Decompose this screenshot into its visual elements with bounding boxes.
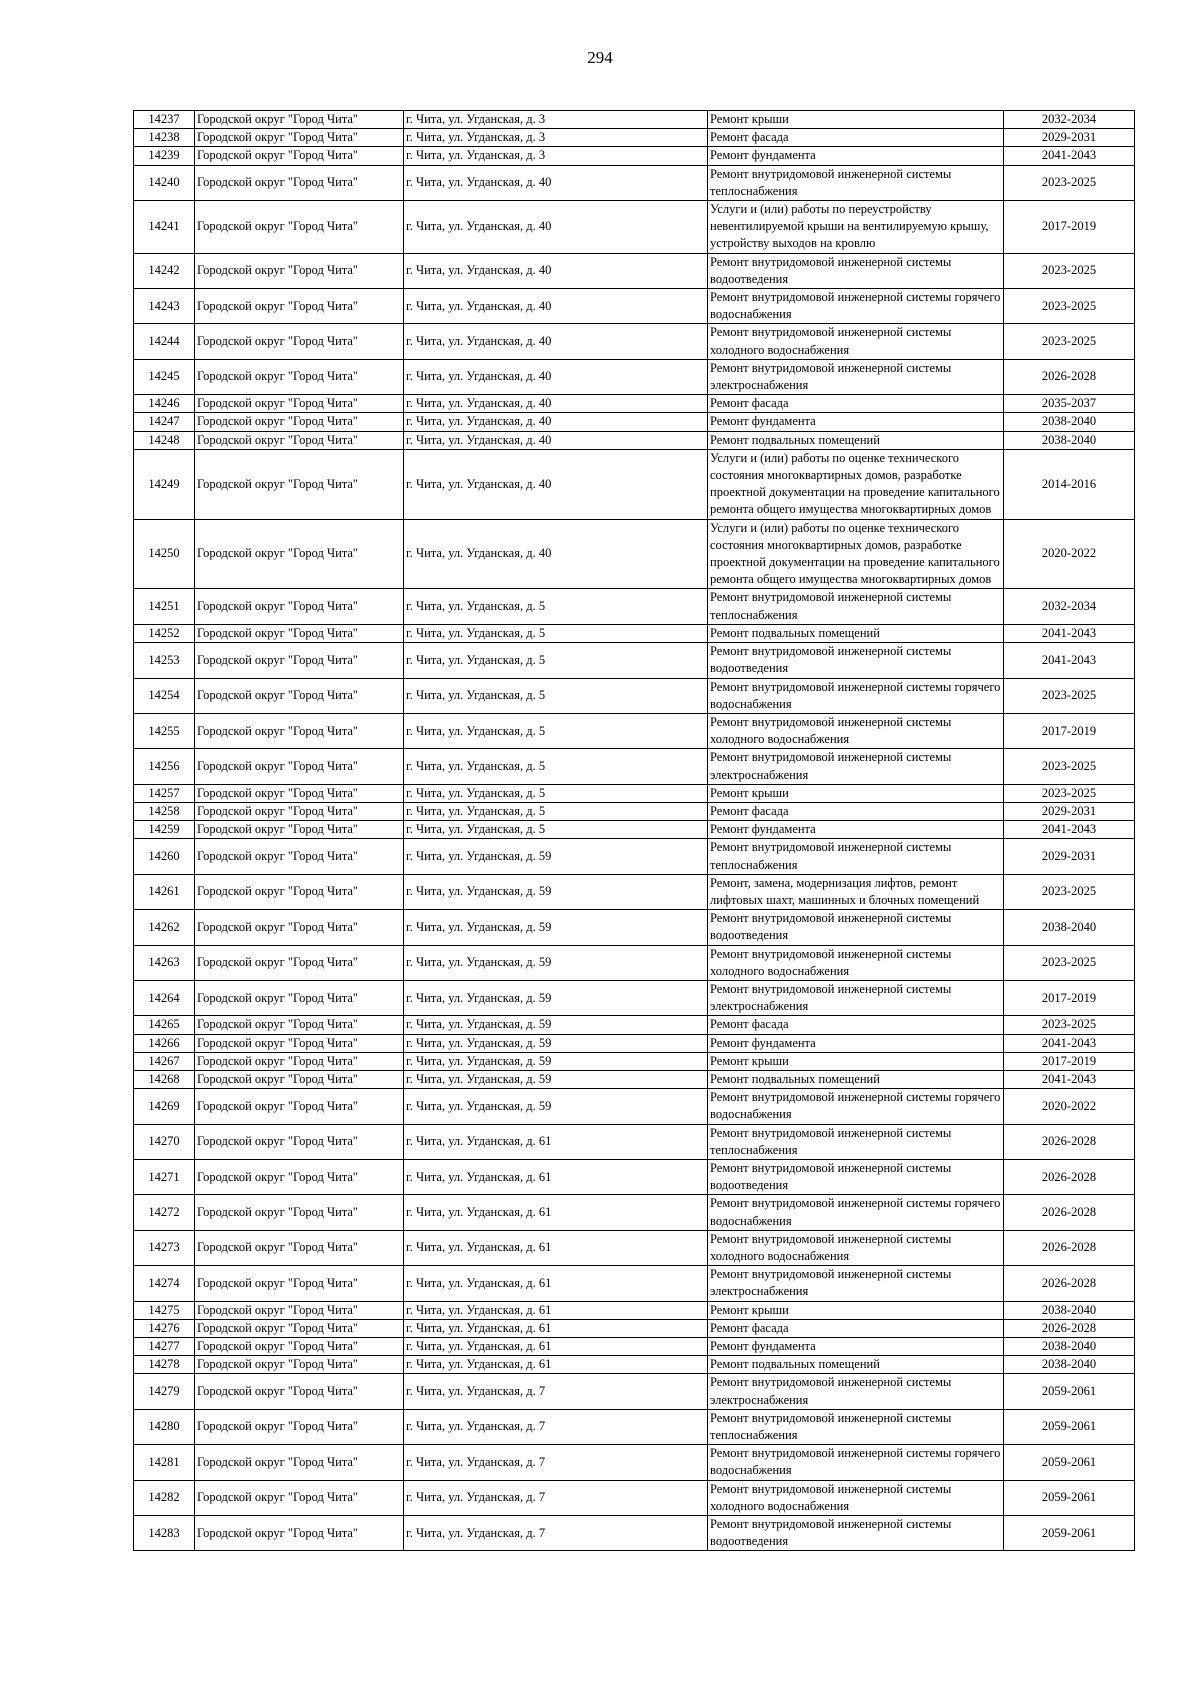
address-cell: г. Чита, ул. Угданская, д. 40 [404,519,708,589]
table-row [134,624,1135,642]
address-cell: г. Чита, ул. Угданская, д. 5 [404,643,708,678]
row-number: 14241 [134,201,195,254]
table-row [134,1034,1135,1052]
row-number: 14257 [134,784,195,802]
municipality-cell: Городской округ "Город Чита" [195,1374,404,1409]
row-number: 14260 [134,839,195,874]
table-row [134,449,1135,519]
table-row [134,1159,1135,1194]
row-number: 14268 [134,1070,195,1088]
municipality-cell: Городской округ "Город Чита" [195,413,404,431]
row-number: 14250 [134,519,195,589]
municipality-cell: Городской округ "Город Чита" [195,324,404,359]
period-cell: 2059-2061 [1004,1516,1135,1551]
table-row [134,749,1135,784]
period-cell: 2041-2043 [1004,643,1135,678]
work-type-cell: Услуги и (или) работы по оценке технического состояния многоквартирных домов, разработке проектной документации на проведение капитального ремонта общего имущества многоквартирных домов [708,519,1004,589]
municipality-cell: Городской округ "Город Чита" [195,784,404,802]
work-type-cell: Ремонт внутридомовой инженерной системы водоотведения [708,643,1004,678]
period-cell: 2038-2040 [1004,1338,1135,1356]
address-cell: г. Чита, ул. Угданская, д. 59 [404,1070,708,1088]
address-cell: г. Чита, ул. Угданская, д. 59 [404,945,708,980]
period-cell: 2023-2025 [1004,324,1135,359]
row-number: 14258 [134,802,195,820]
period-cell: 2017-2019 [1004,201,1135,254]
address-cell: г. Чита, ул. Угданская, д. 61 [404,1356,708,1374]
period-cell: 2038-2040 [1004,1356,1135,1374]
table-row [134,821,1135,839]
work-type-cell: Ремонт фасада [708,129,1004,147]
municipality-cell: Городской округ "Город Чита" [195,1070,404,1088]
address-cell: г. Чита, ул. Угданская, д. 59 [404,1016,708,1034]
work-type-cell: Ремонт фасада [708,1319,1004,1337]
period-cell: 2026-2028 [1004,1195,1135,1230]
work-type-cell: Ремонт фундамента [708,1034,1004,1052]
row-number: 14266 [134,1034,195,1052]
address-cell: г. Чита, ул. Угданская, д. 40 [404,289,708,324]
period-cell: 2041-2043 [1004,624,1135,642]
address-cell: г. Чита, ул. Угданская, д. 5 [404,624,708,642]
address-cell: г. Чита, ул. Угданская, д. 59 [404,1034,708,1052]
municipality-cell: Городской округ "Город Чита" [195,980,404,1015]
table-row [134,1480,1135,1515]
work-type-cell: Ремонт внутридомовой инженерной системы теплоснабжения [708,1124,1004,1159]
period-cell: 2029-2031 [1004,802,1135,820]
row-number: 14247 [134,413,195,431]
period-cell: 2026-2028 [1004,1230,1135,1265]
address-cell: г. Чита, ул. Угданская, д. 40 [404,324,708,359]
municipality-cell: Городской округ "Город Чита" [195,519,404,589]
address-cell: г. Чита, ул. Угданская, д. 5 [404,713,708,748]
address-cell: г. Чита, ул. Угданская, д. 5 [404,784,708,802]
municipality-cell: Городской округ "Город Чита" [195,910,404,945]
table-row [134,839,1135,874]
municipality-cell: Городской округ "Город Чита" [195,147,404,165]
row-number: 14254 [134,678,195,713]
work-type-cell: Ремонт фундамента [708,1338,1004,1356]
address-cell: г. Чита, ул. Угданская, д. 3 [404,129,708,147]
address-cell: г. Чита, ул. Угданская, д. 7 [404,1374,708,1409]
table-row [134,945,1135,980]
municipality-cell: Городской округ "Город Чита" [195,201,404,254]
work-type-cell: Ремонт подвальных помещений [708,431,1004,449]
period-cell: 2023-2025 [1004,253,1135,288]
work-type-cell: Ремонт внутридомовой инженерной системы горячего водоснабжения [708,1445,1004,1480]
period-cell: 2032-2034 [1004,111,1135,129]
work-type-cell: Ремонт внутридомовой инженерной системы холодного водоснабжения [708,324,1004,359]
period-cell: 2029-2031 [1004,129,1135,147]
row-number: 14277 [134,1338,195,1356]
address-cell: г. Чита, ул. Угданская, д. 3 [404,111,708,129]
row-number: 14252 [134,624,195,642]
address-cell: г. Чита, ул. Угданская, д. 40 [404,413,708,431]
work-type-cell: Ремонт фундамента [708,821,1004,839]
period-cell: 2023-2025 [1004,749,1135,784]
table-row [134,359,1135,394]
address-cell: г. Чита, ул. Угданская, д. 59 [404,839,708,874]
municipality-cell: Городской округ "Город Чита" [195,839,404,874]
municipality-cell: Городской округ "Город Чита" [195,359,404,394]
municipality-cell: Городской округ "Город Чита" [195,449,404,519]
table-body [134,111,1135,1551]
table-row [134,1016,1135,1034]
row-number: 14261 [134,874,195,909]
table-row [134,1266,1135,1301]
table-row [134,129,1135,147]
work-type-cell: Ремонт внутридомовой инженерной системы холодного водоснабжения [708,945,1004,980]
row-number: 14255 [134,713,195,748]
table-row [134,1301,1135,1319]
work-type-cell: Ремонт внутридомовой инженерной системы теплоснабжения [708,1409,1004,1444]
period-cell: 2023-2025 [1004,945,1135,980]
table-row [134,289,1135,324]
address-cell: г. Чита, ул. Угданская, д. 40 [404,395,708,413]
period-cell: 2032-2034 [1004,589,1135,624]
address-cell: г. Чита, ул. Угданская, д. 61 [404,1159,708,1194]
table-row [134,802,1135,820]
table-row [134,1319,1135,1337]
period-cell: 2035-2037 [1004,395,1135,413]
period-cell: 2026-2028 [1004,1124,1135,1159]
municipality-cell: Городской округ "Город Чита" [195,678,404,713]
address-cell: г. Чита, ул. Угданская, д. 59 [404,980,708,1015]
municipality-cell: Городской округ "Город Чита" [195,431,404,449]
period-cell: 2038-2040 [1004,910,1135,945]
row-number: 14238 [134,129,195,147]
work-type-cell: Ремонт внутридомовой инженерной системы электроснабжения [708,1266,1004,1301]
row-number: 14273 [134,1230,195,1265]
municipality-cell: Городской округ "Город Чита" [195,1301,404,1319]
work-type-cell: Ремонт внутридомовой инженерной системы водоотведения [708,910,1004,945]
row-number: 14276 [134,1319,195,1337]
municipality-cell: Городской округ "Город Чита" [195,1319,404,1337]
period-cell: 2020-2022 [1004,1089,1135,1124]
period-cell: 2026-2028 [1004,1159,1135,1194]
municipality-cell: Городской округ "Город Чита" [195,821,404,839]
row-number: 14281 [134,1445,195,1480]
table-row [134,165,1135,200]
row-number: 14239 [134,147,195,165]
period-cell: 2017-2019 [1004,713,1135,748]
municipality-cell: Городской округ "Город Чита" [195,1159,404,1194]
period-cell: 2023-2025 [1004,1016,1135,1034]
row-number: 14243 [134,289,195,324]
municipality-cell: Городской округ "Город Чита" [195,1409,404,1444]
address-cell: г. Чита, ул. Угданская, д. 5 [404,589,708,624]
address-cell: г. Чита, ул. Угданская, д. 61 [404,1230,708,1265]
period-cell: 2023-2025 [1004,165,1135,200]
table-row [134,784,1135,802]
period-cell: 2017-2019 [1004,980,1135,1015]
municipality-cell: Городской округ "Город Чита" [195,624,404,642]
row-number: 14256 [134,749,195,784]
period-cell: 2059-2061 [1004,1445,1135,1480]
period-cell: 2059-2061 [1004,1409,1135,1444]
municipality-cell: Городской округ "Город Чита" [195,1230,404,1265]
row-number: 14237 [134,111,195,129]
row-number: 14274 [134,1266,195,1301]
repair-schedule-table [133,110,1135,1551]
municipality-cell: Городской округ "Город Чита" [195,111,404,129]
address-cell: г. Чита, ул. Угданская, д. 7 [404,1516,708,1551]
work-type-cell: Ремонт внутридомовой инженерной системы холодного водоснабжения [708,1480,1004,1515]
address-cell: г. Чита, ул. Угданская, д. 5 [404,678,708,713]
work-type-cell: Ремонт фасада [708,802,1004,820]
address-cell: г. Чита, ул. Угданская, д. 61 [404,1124,708,1159]
municipality-cell: Городской округ "Город Чита" [195,253,404,288]
row-number: 14272 [134,1195,195,1230]
municipality-cell: Городской округ "Город Чита" [195,1356,404,1374]
municipality-cell: Городской округ "Город Чита" [195,1089,404,1124]
address-cell: г. Чита, ул. Угданская, д. 61 [404,1338,708,1356]
work-type-cell: Ремонт крыши [708,111,1004,129]
table-row [134,431,1135,449]
period-cell: 2029-2031 [1004,839,1135,874]
period-cell: 2041-2043 [1004,147,1135,165]
municipality-cell: Городской округ "Город Чита" [195,165,404,200]
municipality-cell: Городской округ "Город Чита" [195,289,404,324]
address-cell: г. Чита, ул. Угданская, д. 5 [404,802,708,820]
row-number: 14278 [134,1356,195,1374]
table-row [134,874,1135,909]
municipality-cell: Городской округ "Город Чита" [195,874,404,909]
work-type-cell: Ремонт внутридомовой инженерной системы водоотведения [708,253,1004,288]
period-cell: 2023-2025 [1004,678,1135,713]
municipality-cell: Городской округ "Город Чита" [195,1445,404,1480]
municipality-cell: Городской округ "Город Чита" [195,395,404,413]
work-type-cell: Ремонт внутридомовой инженерной системы электроснабжения [708,1374,1004,1409]
row-number: 14264 [134,980,195,1015]
table-row [134,1124,1135,1159]
row-number: 14263 [134,945,195,980]
address-cell: г. Чита, ул. Угданская, д. 40 [404,359,708,394]
municipality-cell: Городской округ "Город Чита" [195,1052,404,1070]
work-type-cell: Ремонт фасада [708,1016,1004,1034]
period-cell: 2059-2061 [1004,1374,1135,1409]
row-number: 14246 [134,395,195,413]
work-type-cell: Услуги и (или) работы по оценке технического состояния многоквартирных домов, разработке проектной документации на проведение капитального ремонта общего имущества многоквартирных домов [708,449,1004,519]
address-cell: г. Чита, ул. Угданская, д. 7 [404,1409,708,1444]
period-cell: 2026-2028 [1004,1319,1135,1337]
address-cell: г. Чита, ул. Угданская, д. 40 [404,201,708,254]
table-row [134,1230,1135,1265]
work-type-cell: Ремонт внутридомовой инженерной системы холодного водоснабжения [708,1230,1004,1265]
row-number: 14270 [134,1124,195,1159]
address-cell: г. Чита, ул. Угданская, д. 61 [404,1195,708,1230]
work-type-cell: Ремонт внутридомовой инженерной системы теплоснабжения [708,165,1004,200]
address-cell: г. Чита, ул. Угданская, д. 61 [404,1319,708,1337]
period-cell: 2026-2028 [1004,359,1135,394]
row-number: 14248 [134,431,195,449]
row-number: 14283 [134,1516,195,1551]
row-number: 14280 [134,1409,195,1444]
row-number: 14249 [134,449,195,519]
period-cell: 2059-2061 [1004,1480,1135,1515]
table-row [134,1070,1135,1088]
table-row [134,1052,1135,1070]
row-number: 14282 [134,1480,195,1515]
address-cell: г. Чита, ул. Угданская, д. 40 [404,449,708,519]
period-cell: 2041-2043 [1004,1070,1135,1088]
table-row [134,1356,1135,1374]
address-cell: г. Чита, ул. Угданская, д. 7 [404,1445,708,1480]
work-type-cell: Ремонт подвальных помещений [708,624,1004,642]
work-type-cell: Ремонт фундамента [708,147,1004,165]
table-row [134,201,1135,254]
table-row [134,324,1135,359]
work-type-cell: Ремонт внутридомовой инженерной системы водоотведения [708,1159,1004,1194]
row-number: 14244 [134,324,195,359]
work-type-cell: Ремонт крыши [708,784,1004,802]
address-cell: г. Чита, ул. Угданская, д. 59 [404,910,708,945]
municipality-cell: Городской округ "Город Чита" [195,589,404,624]
municipality-cell: Городской округ "Город Чита" [195,1266,404,1301]
address-cell: г. Чита, ул. Угданская, д. 40 [404,165,708,200]
table-row [134,910,1135,945]
address-cell: г. Чита, ул. Угданская, д. 61 [404,1301,708,1319]
work-type-cell: Ремонт крыши [708,1301,1004,1319]
municipality-cell: Городской округ "Город Чита" [195,129,404,147]
row-number: 14245 [134,359,195,394]
table-row [134,643,1135,678]
work-type-cell: Услуги и (или) работы по переустройству невентилируемой крыши на вентилируемую крышу, устройству выходов на кровлю [708,201,1004,254]
table-row [134,713,1135,748]
work-type-cell: Ремонт внутридомовой инженерной системы теплоснабжения [708,839,1004,874]
table-row [134,1089,1135,1124]
work-type-cell: Ремонт внутридомовой инженерной системы водоотведения [708,1516,1004,1551]
work-type-cell: Ремонт внутридомовой инженерной системы электроснабжения [708,980,1004,1015]
work-type-cell: Ремонт, замена, модернизация лифтов, ремонт лифтовых шахт, машинных и блочных помещений [708,874,1004,909]
row-number: 14269 [134,1089,195,1124]
table-row [134,1409,1135,1444]
work-type-cell: Ремонт внутридомовой инженерной системы горячего водоснабжения [708,678,1004,713]
municipality-cell: Городской округ "Город Чита" [195,1124,404,1159]
period-cell: 2041-2043 [1004,821,1135,839]
address-cell: г. Чита, ул. Угданская, д. 5 [404,821,708,839]
table-row [134,678,1135,713]
row-number: 14279 [134,1374,195,1409]
work-type-cell: Ремонт крыши [708,1052,1004,1070]
municipality-cell: Городской округ "Город Чита" [195,1480,404,1515]
row-number: 14265 [134,1016,195,1034]
row-number: 14262 [134,910,195,945]
address-cell: г. Чита, ул. Угданская, д. 3 [404,147,708,165]
row-number: 14240 [134,165,195,200]
period-cell: 2038-2040 [1004,431,1135,449]
table-row [134,589,1135,624]
period-cell: 2017-2019 [1004,1052,1135,1070]
table-row [134,1516,1135,1551]
work-type-cell: Ремонт внутридомовой инженерной системы теплоснабжения [708,589,1004,624]
municipality-cell: Городской округ "Город Чита" [195,643,404,678]
period-cell: 2023-2025 [1004,874,1135,909]
table-row [134,147,1135,165]
table-row [134,413,1135,431]
period-cell: 2041-2043 [1004,1034,1135,1052]
municipality-cell: Городской округ "Город Чита" [195,1516,404,1551]
municipality-cell: Городской округ "Город Чита" [195,749,404,784]
table-row [134,111,1135,129]
municipality-cell: Городской округ "Город Чита" [195,713,404,748]
work-type-cell: Ремонт внутридомовой инженерной системы горячего водоснабжения [708,1195,1004,1230]
work-type-cell: Ремонт фасада [708,395,1004,413]
work-type-cell: Ремонт внутридомовой инженерной системы горячего водоснабжения [708,1089,1004,1124]
row-number: 14267 [134,1052,195,1070]
period-cell: 2023-2025 [1004,289,1135,324]
table-row [134,980,1135,1015]
table-row [134,1195,1135,1230]
period-cell: 2023-2025 [1004,784,1135,802]
address-cell: г. Чита, ул. Угданская, д. 59 [404,1089,708,1124]
address-cell: г. Чита, ул. Угданская, д. 40 [404,253,708,288]
row-number: 14253 [134,643,195,678]
municipality-cell: Городской округ "Город Чита" [195,802,404,820]
municipality-cell: Городской округ "Город Чита" [195,945,404,980]
work-type-cell: Ремонт внутридомовой инженерной системы холодного водоснабжения [708,713,1004,748]
table-row [134,1338,1135,1356]
period-cell: 2026-2028 [1004,1266,1135,1301]
address-cell: г. Чита, ул. Угданская, д. 7 [404,1480,708,1515]
work-type-cell: Ремонт фундамента [708,413,1004,431]
table-row [134,253,1135,288]
period-cell: 2020-2022 [1004,519,1135,589]
work-type-cell: Ремонт подвальных помещений [708,1356,1004,1374]
row-number: 14242 [134,253,195,288]
work-type-cell: Ремонт внутридомовой инженерной системы электроснабжения [708,749,1004,784]
municipality-cell: Городской округ "Город Чита" [195,1034,404,1052]
address-cell: г. Чита, ул. Угданская, д. 59 [404,874,708,909]
row-number: 14271 [134,1159,195,1194]
work-type-cell: Ремонт подвальных помещений [708,1070,1004,1088]
page-number: 294 [587,48,613,67]
address-cell: г. Чита, ул. Угданская, д. 61 [404,1266,708,1301]
address-cell: г. Чита, ул. Угданская, д. 40 [404,431,708,449]
period-cell: 2038-2040 [1004,413,1135,431]
table-row [134,395,1135,413]
municipality-cell: Городской округ "Город Чита" [195,1195,404,1230]
municipality-cell: Городской округ "Город Чита" [195,1016,404,1034]
table-row [134,1374,1135,1409]
work-type-cell: Ремонт внутридомовой инженерной системы горячего водоснабжения [708,289,1004,324]
work-type-cell: Ремонт внутридомовой инженерной системы электроснабжения [708,359,1004,394]
table-row [134,519,1135,589]
row-number: 14259 [134,821,195,839]
address-cell: г. Чита, ул. Угданская, д. 59 [404,1052,708,1070]
row-number: 14275 [134,1301,195,1319]
period-cell: 2038-2040 [1004,1301,1135,1319]
address-cell: г. Чита, ул. Угданская, д. 5 [404,749,708,784]
municipality-cell: Городской округ "Город Чита" [195,1338,404,1356]
row-number: 14251 [134,589,195,624]
table-row [134,1445,1135,1480]
period-cell: 2014-2016 [1004,449,1135,519]
